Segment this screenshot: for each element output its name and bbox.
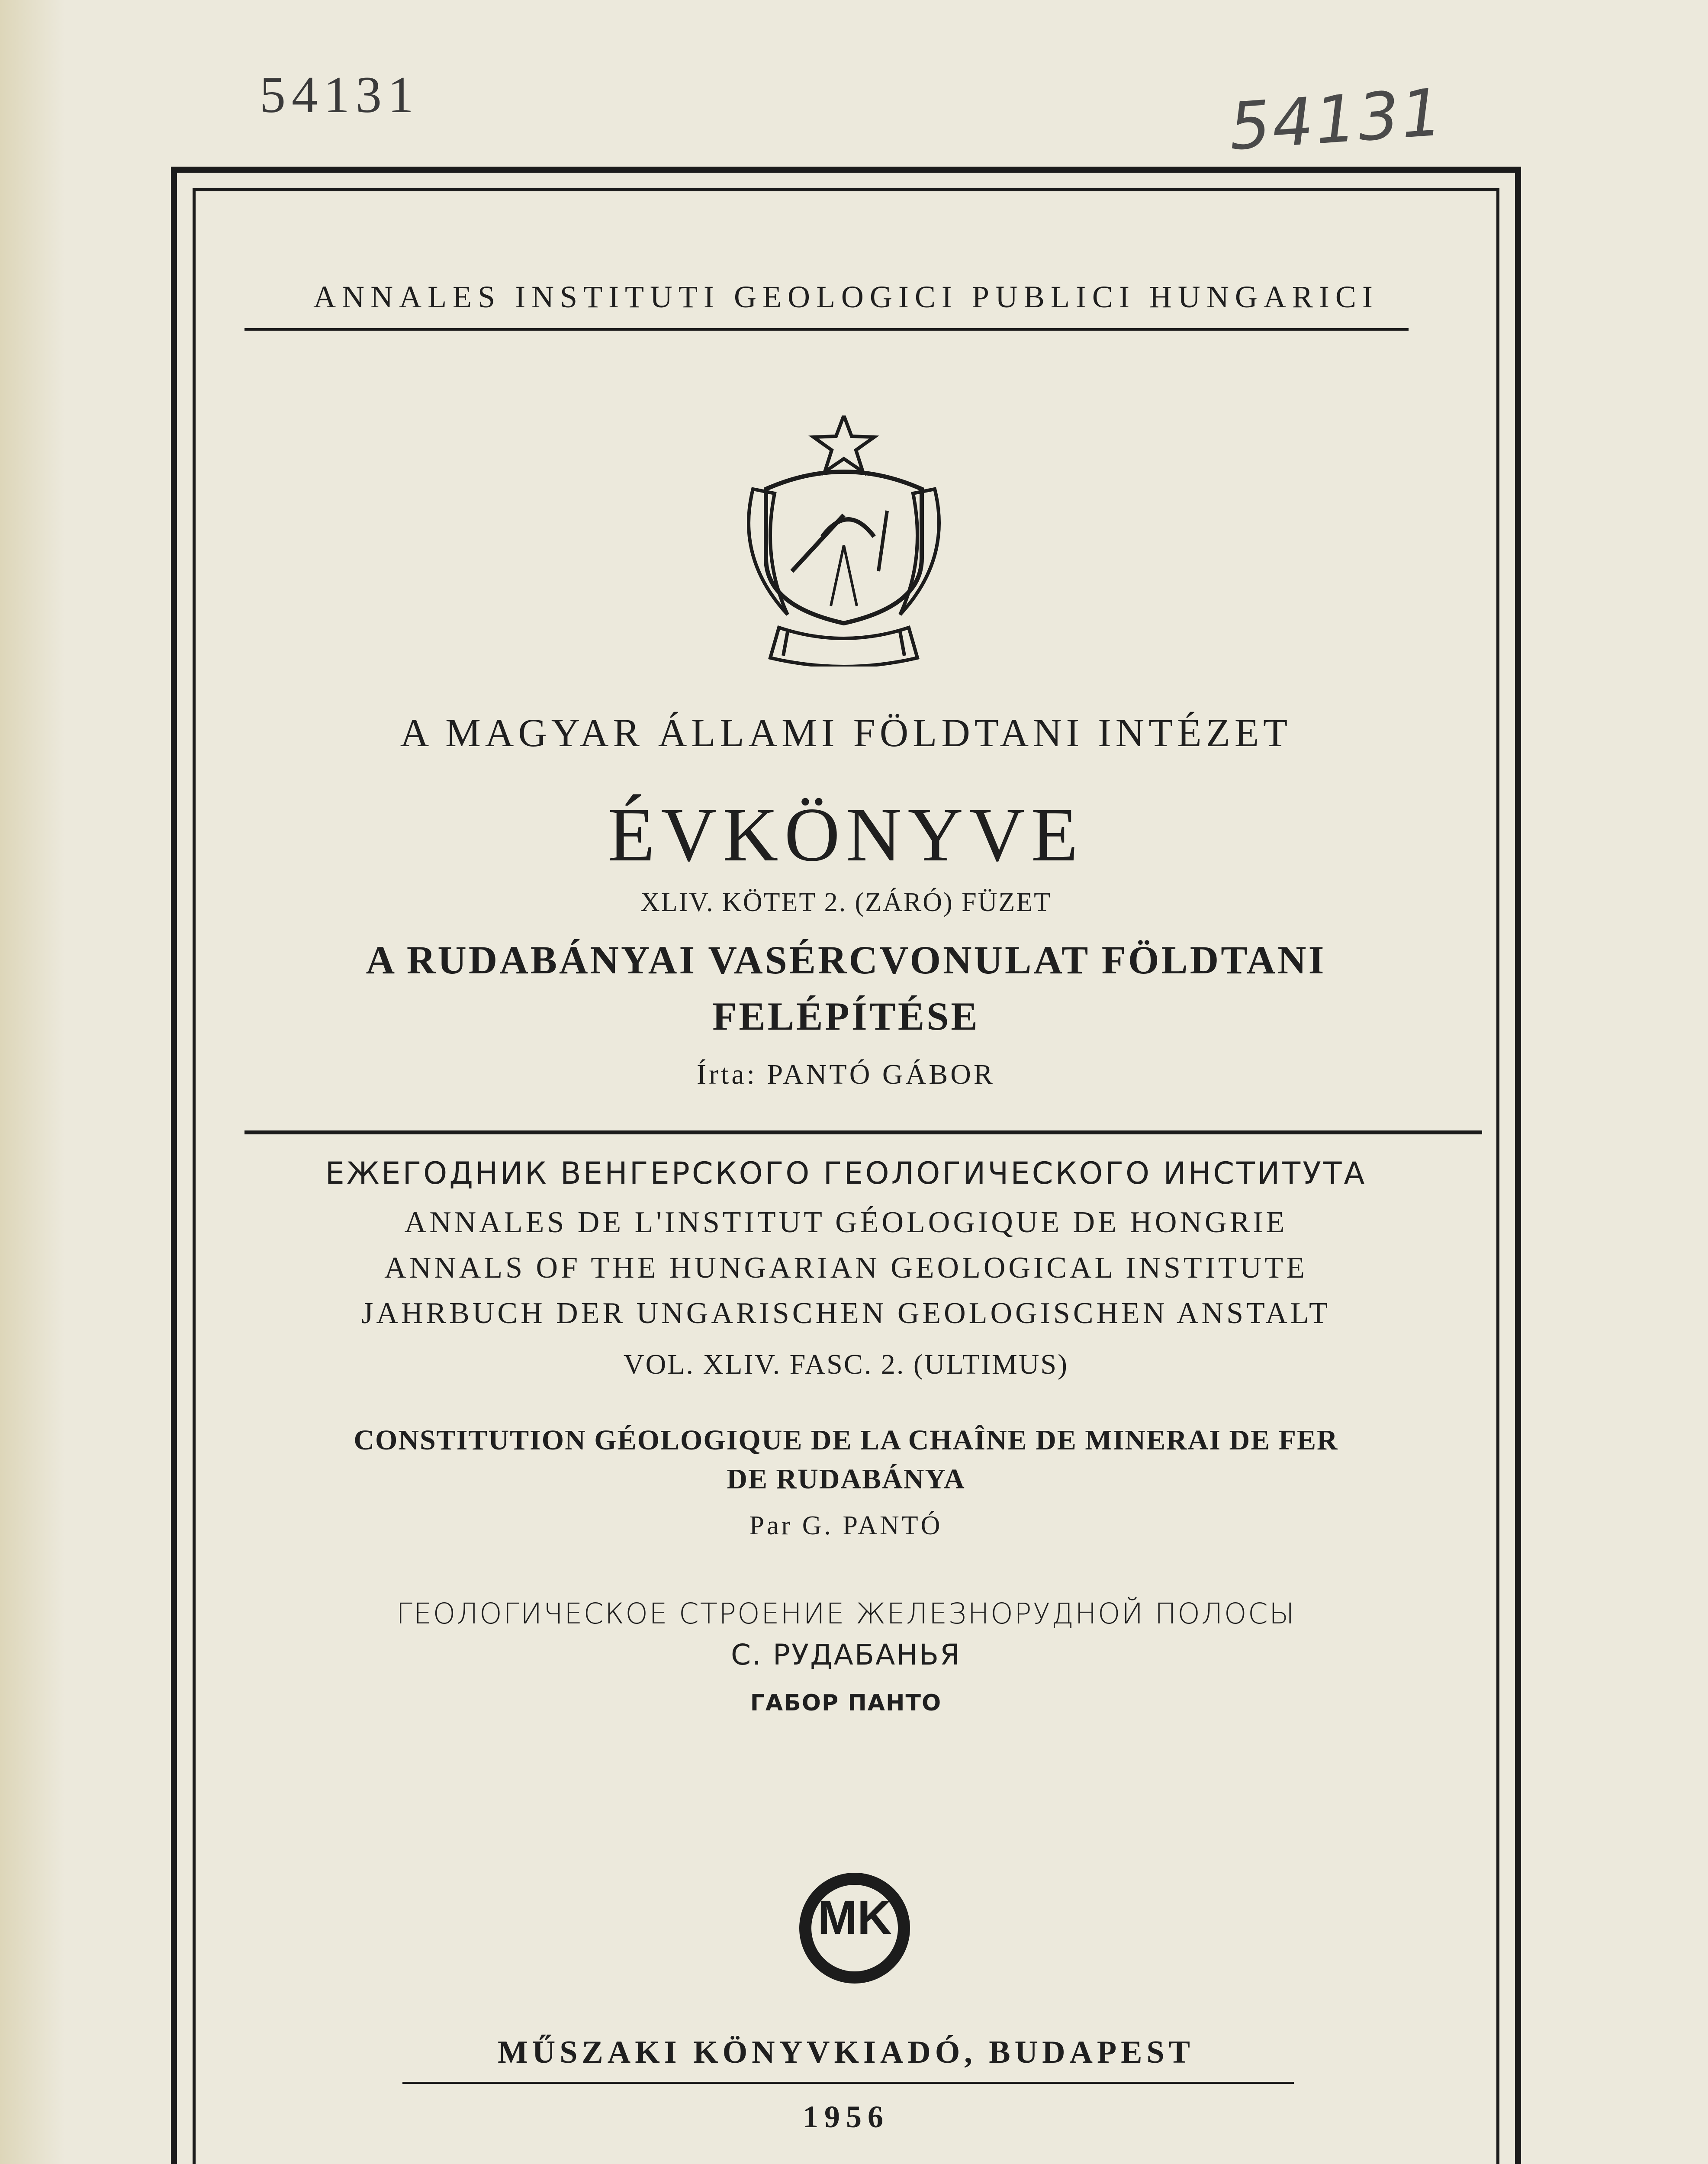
institute-name: A MAGYAR ÁLLAMI FÖLDTANI INTÉZET: [400, 711, 1292, 755]
publisher-name: MŰSZAKI KÖNYVKIADÓ, BUDAPEST: [497, 2035, 1195, 2070]
french-title-line1: CONSTITUTION GÉOLOGIQUE DE LA CHAÎNE DE MINERAI DE FER: [354, 1424, 1338, 1456]
latin-series-title: ANNALES INSTITUTI GEOLOGICI PUBLICI HUNGARICI: [313, 280, 1379, 314]
catalog-stamp-number: 54131: [260, 66, 420, 123]
french-title-line2: DE RUDABÁNYA: [727, 1463, 965, 1495]
svg-text:MK: MK: [817, 1891, 892, 1944]
volume-hungarian: XLIV. KÖTET 2. (ZÁRÓ) FÜZET: [640, 888, 1052, 917]
publication-title: ÉVKÖNYVE: [608, 792, 1084, 877]
series-title-english: ANNALS OF THE HUNGARIAN GEOLOGICAL INSTITUTE: [384, 1251, 1308, 1285]
paper-edge-shading: [0, 0, 65, 2164]
state-emblem-icon: [736, 415, 952, 667]
publisher-rule: [402, 2082, 1294, 2084]
header-rule: [244, 328, 1409, 331]
volume-latin: VOL. XLIV. FASC. 2. (ULTIMUS): [623, 1349, 1069, 1380]
author-hungarian: Írta: PANTÓ GÁBOR: [697, 1059, 995, 1090]
work-title-line2: FELÉPÍTÉSE: [712, 994, 980, 1038]
series-title-french: ANNALES DE L'INSTITUT GÉOLOGIQUE DE HONGRIE: [404, 1206, 1288, 1239]
russian-title-line1: ГЕОЛОГИЧЕСКОЕ СТРОЕНИЕ ЖЕЛЕЗНОРУДНОЙ ПОЛОСЫ: [396, 1597, 1296, 1630]
russian-title-line2: С. РУДАБАНЬЯ: [731, 1638, 961, 1671]
author-russian: ГАБОР ПАНТО: [750, 1690, 942, 1716]
series-title-russian: ЕЖЕГОДНИК ВЕНГЕРСКОГО ГЕОЛОГИЧЕСКОГО ИНСТИТУТА: [325, 1156, 1367, 1191]
publisher-logo-icon: [796, 1870, 913, 1987]
author-french: Par G. PANTÓ: [749, 1511, 943, 1540]
middle-rule: [244, 1130, 1482, 1134]
series-title-german: JAHRBUCH DER UNGARISCHEN GEOLOGISCHEN ANSTALT: [361, 1297, 1331, 1330]
publication-year: 1956: [803, 2100, 889, 2134]
handwritten-catalog-number: 54131: [1226, 74, 1447, 165]
work-title-line1: A RUDABÁNYAI VASÉRCVONULAT FÖLDTANI: [366, 938, 1326, 982]
